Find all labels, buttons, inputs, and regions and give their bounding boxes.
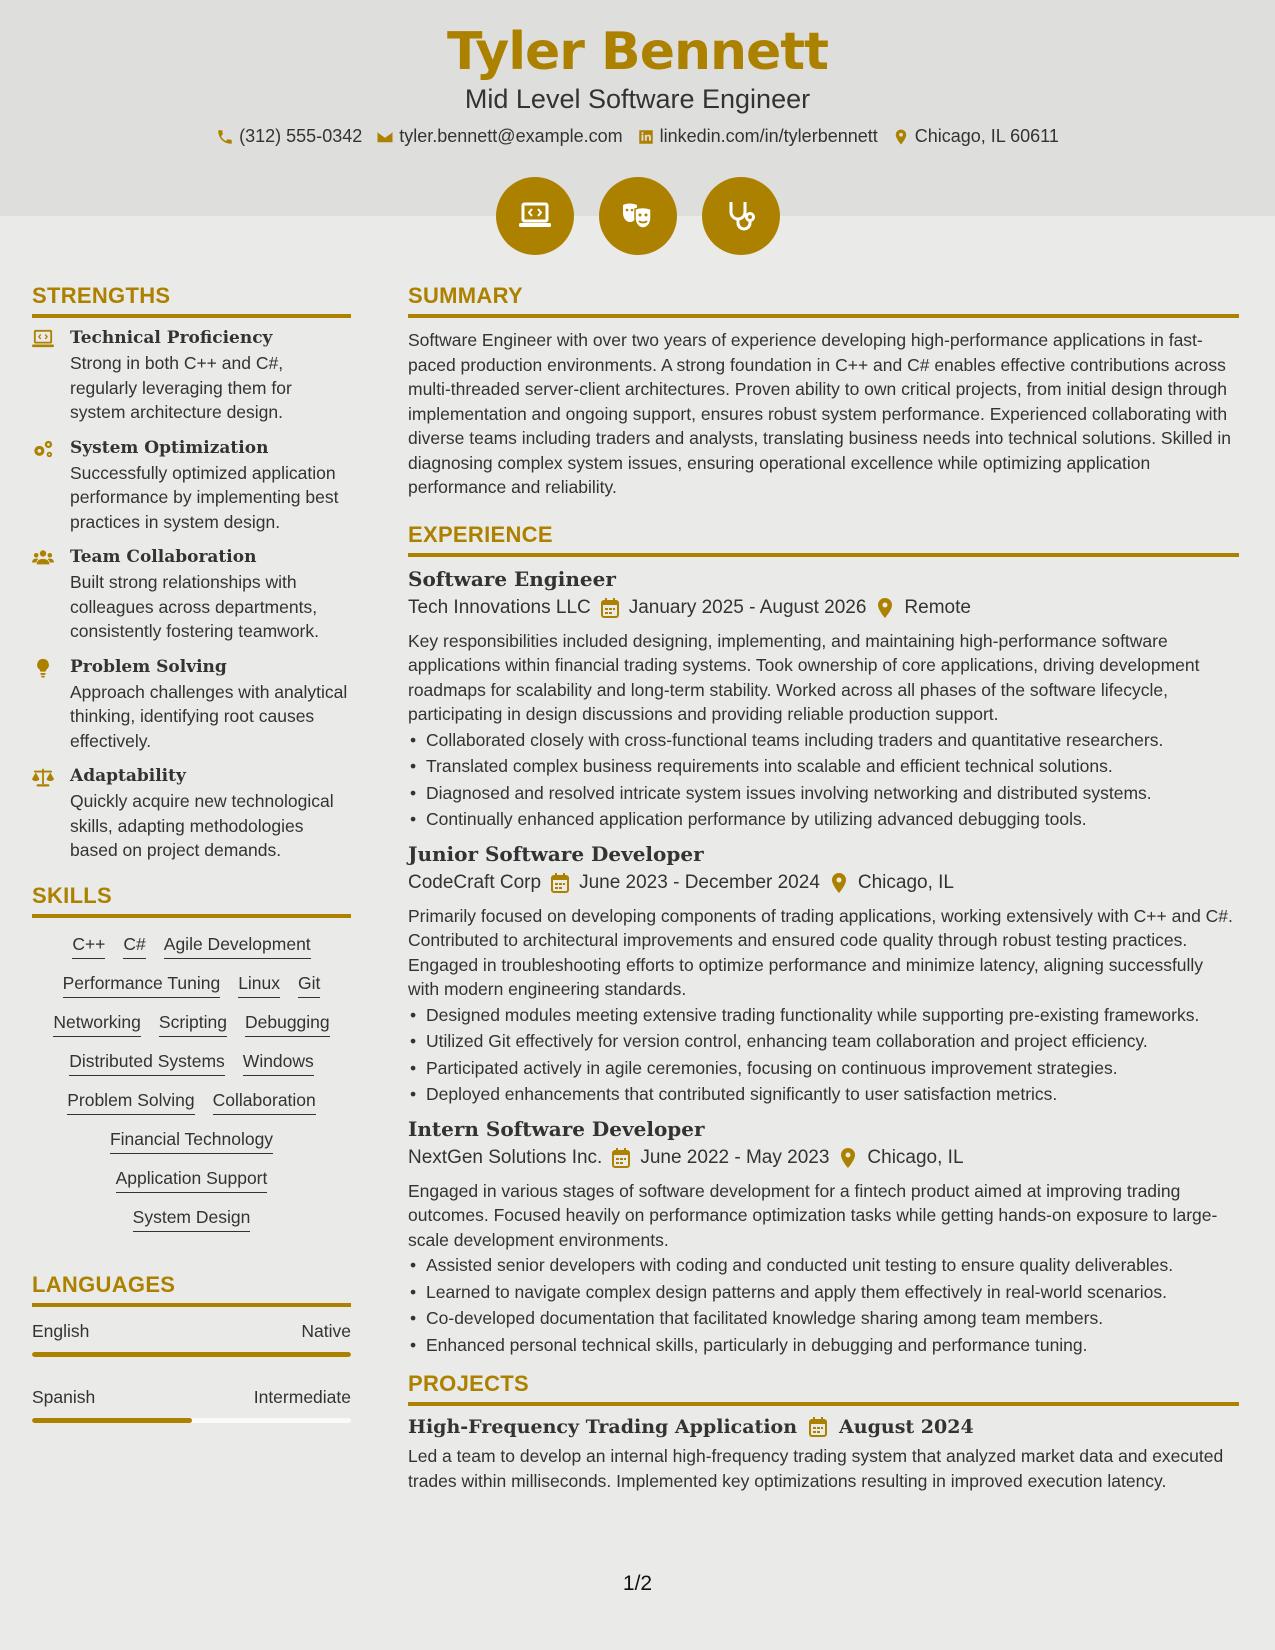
language-bar [32,1418,351,1423]
strengths-heading: STRENGTHS [32,283,351,318]
job-bullet: • Deployed enhancements that contributed significantly to user satisfaction metrics. [408,1083,1239,1107]
job-description: Key responsibilities included designing, implementing, and maintaining high-performance software applications within financial trading systems. Took ownership of core applications, driving development roadmaps for scalability and long-term stability. Worked across all phases of the software lifecycle, participating in design discussions and providing reliable production support. [408,630,1200,724]
strength-item [32,328,351,425]
language-item [32,1387,351,1423]
job-company: Tech Innovations LLC [408,596,591,618]
map-marker-icon [839,1148,857,1168]
strength-item [32,766,351,863]
job-location: Chicago, IL [867,1146,964,1168]
interest-circle [599,177,677,255]
stethoscope-icon [721,196,761,236]
job-description: Primarily focused on developing components of trading applications, working extensively with C++ and C#. Contributed to architectural improvements and ensured code quality through robust testing practices. Engaged in troubleshooting efforts to optimize performance and minimize latency, aligning successfully with modern engineering standards. [408,905,1233,999]
experience-heading: EXPERIENCE [408,522,1239,557]
map-marker-icon [830,873,848,893]
strength-title: System Optimization [70,437,269,458]
balance-scale-icon [32,767,54,787]
strength-item [32,547,351,644]
job-bullet: • Assisted senior developers with coding and conducted unit testing to ensure quality deliverables. [408,1254,1239,1278]
strength-desc: Built strong relationships with colleagues across departments, consistently fostering teamwork. [70,572,319,641]
job-bullet: • Utilized Git effectively for version control, enhancing team collaboration and project efficiency. [408,1030,1239,1054]
users-icon [32,548,54,568]
interest-circle [702,177,780,255]
strength-title: Technical Proficiency [70,328,273,348]
contact-location [892,126,1059,147]
skill-tag: Financial Technology [110,1129,273,1154]
job-location: Chicago, IL [857,871,955,893]
language-level: Native [301,1320,351,1341]
strength-title: Adaptability [70,766,186,786]
languages-heading: LANGUAGES [32,1272,351,1307]
linkedin-icon [637,128,655,146]
job-bullet: • Learned to navigate complex design patterns and apply them effectively in real-world scenarios. [408,1281,1239,1305]
skill-tag: Collaboration [213,1090,316,1115]
job-company: CodeCraft Corp [408,871,542,893]
summary-heading: SUMMARY [408,283,1239,318]
projects-heading: PROJECTS [408,1371,1239,1406]
language-bar [32,1352,351,1357]
project-description: Led a team to develop an internal high-frequency trading system that analyzed market data and executed trades within milliseconds. Implemented key optimizations resulting in improved execution latency. [408,1446,1224,1491]
job-title: Junior Software Developer [408,841,704,866]
skill-tag: C++ [72,934,105,959]
skill-tag: Windows [243,1051,314,1076]
project-entry [408,1416,1239,1493]
skill-tag: Debugging [245,1012,330,1037]
laptop-code-icon [32,329,54,349]
cogs-icon [32,439,54,459]
page-number: 1/2 [622,1572,653,1595]
job-role: Mid Level Software Engineer [464,84,811,114]
strength-item [32,438,351,535]
job-description: Engaged in various stages of software development for a fintech product aimed at improving trading outcomes. Focused heavily on performance optimization tasks while getting hands-on exposure to large-scale development environments. [408,1180,1218,1250]
job-entry [408,567,1239,832]
job-bullets [408,1004,1239,1107]
contact-email[interactable] [376,126,622,147]
skill-tag: Agile Development [164,934,311,959]
calendar-icon [601,598,619,618]
job-title: Intern Software Developer [408,1116,705,1141]
language-name: Spanish [32,1386,96,1407]
skills-list [32,928,351,1232]
job-entry [408,842,1239,1107]
job-bullet: • Diagnosed and resolved intricate system issues involving networking and distributed systems. [408,782,1239,806]
job-bullets [408,1254,1239,1357]
theater-masks-icon [618,196,658,236]
strength-desc: Successfully optimized application performance by implementing best practices in system design. [70,462,339,532]
job-bullet: • Designed modules meeting extensive trading functionality while supporting pre-existing frameworks. [408,1004,1239,1028]
skill-tag: C# [123,934,145,959]
language-bar-fill [32,1352,351,1357]
job-dates: June 2022 - May 2023 [640,1146,830,1168]
skills-heading: SKILLS [32,883,351,918]
right-column [408,283,1239,1493]
strength-title: Team Collaboration [70,547,257,567]
candidate-name: Tyler Bennett [447,22,828,82]
job-bullet: • Translated complex business requirements into scalable and efficient technical solutions. [408,755,1239,779]
skill-tag: Networking [53,1012,141,1037]
interest-circle [496,177,574,255]
language-item [32,1321,351,1357]
linkedin-text: linkedin.com/in/tylerbennett [659,126,878,146]
envelope-icon [376,128,394,146]
job-company: NextGen Solutions Inc. [408,1146,603,1168]
job-entry [408,1117,1239,1358]
left-column [32,283,351,1453]
strength-desc: Approach challenges with analytical thinking, identifying root causes effectively. [70,681,348,751]
skill-tag: Git [298,973,320,998]
phone-text: (312) 555-0342 [239,126,363,146]
strength-item [32,657,351,754]
map-marker-icon [892,128,910,146]
project-date: August 2024 [839,1416,974,1438]
job-bullet: • Enhanced personal technical skills, particularly in debugging and performance tuning. [408,1334,1239,1358]
job-location: Remote [904,596,971,618]
skill-tag: Problem Solving [67,1090,194,1115]
job-bullet: • Continually enhanced application performance by utilizing advanced debugging tools. [408,808,1239,832]
email-text: tyler.bennett@example.com [399,126,623,146]
skill-tag: System Design [133,1207,251,1232]
skill-tag: Scripting [159,1012,227,1037]
language-name: English [32,1320,90,1341]
language-bar-fill [32,1418,192,1423]
project-title: High-Frequency Trading Application [408,1416,798,1438]
job-bullet: • Collaborated closely with cross-functional teams including traders and quantitative researchers. [408,729,1239,753]
summary-text: Software Engineer with over two years of experience developing high-performance applications in fast-paced production environments. A strong foundation in C++ and C# enables effective contributions across multi-threaded server-client architectures. Proven ability to own critical projects, from initial design through implementation and ongoing support, ensures robust system performance. Experienced collaborating with diverse teams including traders and analysts, translating business needs into technical solutions. Skilled in diagnosing complex system issues, ensuring operational excellence while optimizing application performance and reliability. [408,330,1231,497]
calendar-icon [551,873,569,893]
contact-list [0,126,1275,147]
phone-icon [216,128,234,146]
job-title: Software Engineer [408,566,616,591]
skill-tag: Performance Tuning [63,973,221,998]
job-dates: June 2023 - December 2024 [579,871,820,893]
strength-desc: Quickly acquire new technological skills, adapting methodologies based on project demands. [70,791,334,860]
language-level: Intermediate [253,1386,351,1407]
location-text: Chicago, IL 60611 [914,126,1059,146]
laptop-code-icon [515,196,555,236]
job-bullet: • Co-developed documentation that facilitated knowledge sharing among team members. [408,1307,1239,1331]
skill-tag: Linux [238,973,280,998]
job-dates: January 2025 - August 2026 [628,596,867,618]
strength-desc: Strong in both C++ and C#, regularly leveraging them for system architecture design. [70,353,292,422]
map-marker-icon [876,598,894,618]
skill-tag: Distributed Systems [69,1051,225,1076]
job-bullets [408,729,1239,832]
contact-phone[interactable] [216,126,362,147]
strength-title: Problem Solving [70,656,227,677]
contact-linkedin[interactable] [637,126,878,147]
job-bullet: • Participated actively in agile ceremonies, focusing on continuous improvement strategies. [408,1057,1239,1081]
calendar-icon [612,1148,630,1168]
interest-icons [0,177,1275,255]
skill-tag: Application Support [116,1168,268,1193]
lightbulb-icon [32,658,54,678]
calendar-icon [809,1417,827,1437]
